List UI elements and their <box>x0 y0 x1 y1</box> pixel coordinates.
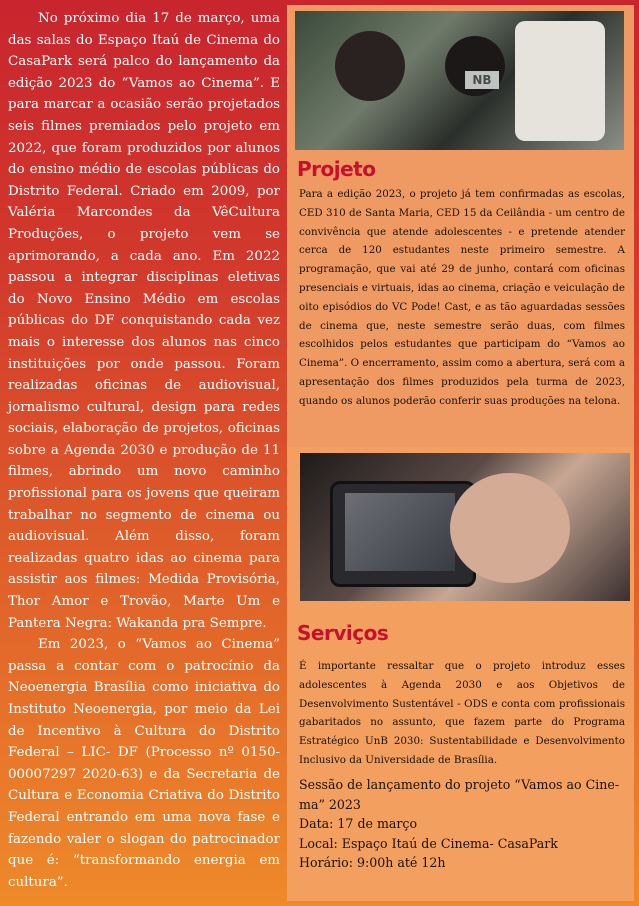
article-paragraph-2: Em 2023, o “Vamos ao Cinema” passa a contar com o patrocínio da Neoenergia Brasília como iniciativa do Instituto Neoenergia, por meio da Lei de Incentivo à Cultura do Distrito Federal – LIC- DF (Processo nº 0150-00007297 2020-63) e da Secretaria de Cultura e Economia Criativa do Distrito Federal entrando em uma nova fase e fazendo valer o slogan do patrocinador que é: “transformando energia em cultura”. <box>8 637 280 890</box>
session-date: Data: 17 de março <box>299 816 418 831</box>
session-line-1: Sessão de lançamento do projeto “Vamos ao Cine- <box>299 777 620 792</box>
servicos-text: É importante ressaltar que o projeto introduz esses adolescentes à Agenda 2030 e aos Objetivos de Desenvolvimento Sustentável - ODS e conta com profissionais gabaritados no assunto, que fazem parte do Programa Estratégico UnB 2030: Sustentabilidade e Desenvolvimento Inclusivo da Universidade de Brasília. <box>299 660 625 766</box>
servicos-title: Serviços <box>297 621 389 645</box>
projeto-title: Projeto <box>297 157 376 181</box>
servicos-panel <box>287 447 634 901</box>
session-location: Local: Espaço Itaú de Cinema- CasaPark <box>299 835 558 851</box>
article-paragraph-1: No próximo dia 17 de março, uma das salas do Espaço Itaú de Cinema do CasaPark será palco do lançamento da edição 2023 do “Vamos ao Cinema”. E para marcar a ocasião serão projetados seis filmes premiados pelo projeto em 2022, que foram produzidos por alunos do ensino médio de escolas públicas do Distrito Federal. Criado em 2009, por Valéria Marcondes da VêCultura Produções, o projeto vem se aprimorando, a cada ano. Em 2022 passou a integrar disciplinas eletivas do Novo Ensino Médio em escolas públicas do DF conquistando cada vez mais o interesse dos alunos nas cinco instituições por onde passou. Foram realizadas oficinas de audiovisual, jornalismo cultural, design para redes sociais, elaboração de projetos, oficinas sobre a Agenda 2030 e produção de 11 filmes, abrindo um novo caminho profissional para os jovens que queiram trabalhar no segmento de cinema ou audiovisual. Além disso, foram realizadas quatro idas ao cinema para assistir aos filmes: Medida Provisória, Thor Amor e Trovão, Marte Um e Pantera Negra: Wakanda pra Sempre. <box>8 11 280 631</box>
students-camera-photo <box>295 11 624 150</box>
projeto-text: Para a edição 2023, o projeto já tem confirmadas as escolas, CED 310 de Santa Maria, CED 15 da Ceilândia - um centro de convivência que atende adolescentes - e pretende atender cerca de 120 estudantes neste primeiro semestre. A programação, que vai até 29 de junho, contará com oficinas presenciais e virtuais, idas ao cinema, criação e veiculação de oito episódios do VC Pode! Cast, e as tão aguardadas sessões de cinema que, neste semestre serão duas, com filmes escolhidos pelos estudantes que participam do “Vamos ao Cinema”. O encerramento, assim como a abertura, será com a apresentação dos filmes produzidos pela turma de 2023, quando os alunos poderão conferir suas produções na telona. <box>299 188 625 407</box>
session-line-2: ma” 2023 <box>299 796 361 812</box>
photo-watermark: NB <box>465 71 499 89</box>
article-column <box>8 8 280 898</box>
session-time: Horário: 9:00h até 12h <box>299 855 446 870</box>
session-info <box>299 775 625 873</box>
phone-filming-photo <box>300 453 630 601</box>
